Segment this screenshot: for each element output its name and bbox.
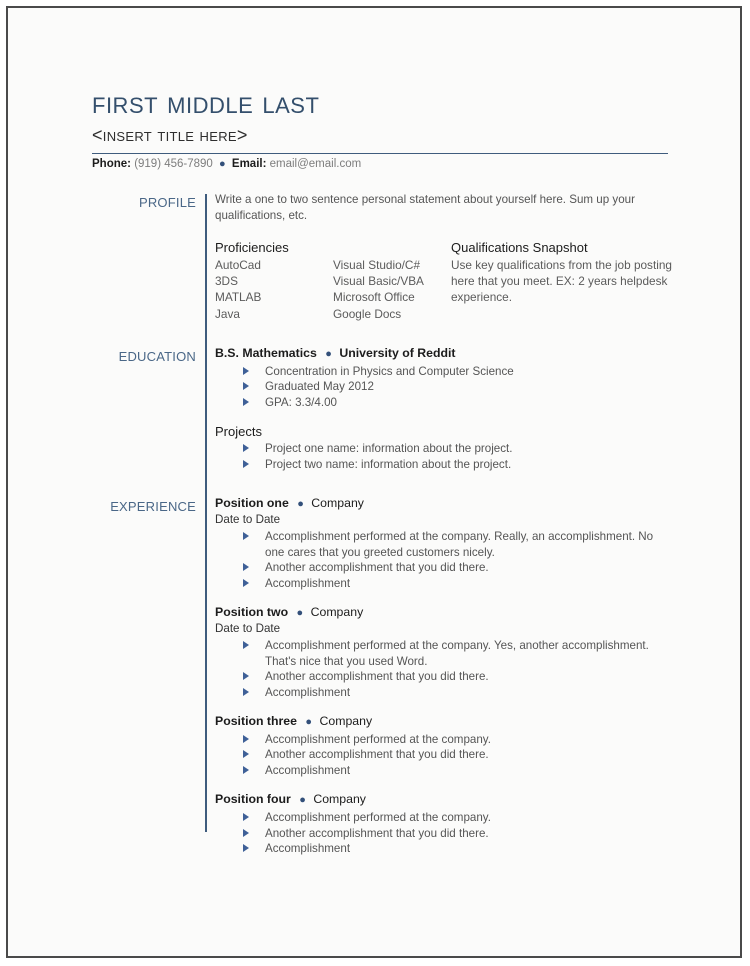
profile-summary: Write a one to two sentence personal statement about yourself here. Sum up your qualifications, etc.	[215, 193, 635, 223]
list-item	[243, 395, 672, 411]
proficiencies-block	[215, 240, 672, 322]
list-item	[243, 763, 672, 779]
section-label-experience: experience	[110, 495, 196, 517]
list-item-text: Project two name: information about the project.	[265, 457, 512, 471]
proficiency-item: Google Docs	[333, 306, 402, 321]
list-item-text: Accomplishment	[265, 842, 351, 856]
entry-separator-icon: ●	[297, 498, 304, 511]
section-experience	[92, 496, 672, 857]
section-body-experience	[205, 496, 672, 857]
list-item	[243, 441, 672, 457]
accomplishment-list	[215, 810, 672, 857]
qualifications-text: Use key qualifications from the job posting here that you meet. EX: 2 years helpdesk experience.	[451, 257, 672, 305]
experience-entry-head	[215, 714, 672, 730]
company-name: Company	[310, 605, 364, 620]
experience-entry-head	[215, 605, 672, 621]
triangle-bullet-icon	[243, 813, 249, 821]
contact-line	[92, 158, 672, 170]
proficiencies-column-one	[215, 240, 333, 322]
position-title: Position one	[215, 496, 289, 511]
candidate-name: first middle last	[92, 85, 320, 120]
list-item-text: Concentration in Physics and Computer Science	[265, 364, 514, 378]
proficiency-item: Visual Basic/VBA	[333, 274, 424, 289]
resume-header	[92, 86, 672, 170]
triangle-bullet-icon	[243, 672, 249, 680]
proficiencies-heading: Proficiencies	[215, 239, 289, 255]
triangle-bullet-icon	[243, 579, 249, 587]
list-item-text: Another accomplishment that you did there.	[265, 670, 489, 684]
list-item	[243, 685, 672, 701]
projects-bullet-list	[215, 441, 672, 472]
list-item-text: Accomplishment performed at the company.	[265, 732, 491, 746]
list-item	[243, 529, 672, 560]
projects-block	[215, 424, 672, 472]
projects-heading: Projects	[215, 424, 262, 440]
qualifications-heading: Qualifications Snapshot	[451, 239, 588, 255]
experience-entry	[215, 605, 672, 700]
list-item	[243, 826, 672, 842]
triangle-bullet-icon	[243, 829, 249, 837]
email-value: email@email.com	[269, 158, 362, 171]
entry-separator-icon: ●	[305, 716, 313, 729]
list-item-text: Accomplishment performed at the company. Really, an accomplishment. No one cares that you greeted customers nicely.	[265, 530, 654, 559]
triangle-bullet-icon	[243, 844, 249, 852]
school-name: University of Reddit	[339, 345, 456, 360]
list-item	[243, 560, 672, 576]
section-profile	[92, 192, 672, 321]
phone-label: Phone:	[92, 158, 131, 171]
entry-separator-icon: ●	[299, 794, 306, 807]
phone-value: (919) 456-7890	[134, 158, 213, 171]
experience-entry	[215, 792, 672, 856]
header-divider	[92, 153, 668, 154]
triangle-bullet-icon	[243, 735, 249, 743]
triangle-bullet-icon	[243, 398, 249, 406]
list-item-text: Accomplishment performed at the company.	[265, 811, 491, 825]
employment-dates: Date to Date	[215, 621, 281, 635]
section-label-education: education	[118, 344, 196, 366]
experience-entry	[215, 714, 672, 778]
section-label-profile: profile	[138, 191, 196, 213]
triangle-bullet-icon	[243, 532, 249, 540]
list-item	[243, 841, 672, 857]
list-item-text: Another accomplishment that you did there.	[265, 748, 489, 762]
qualifications-snapshot	[451, 240, 672, 306]
list-item	[243, 364, 672, 380]
proficiency-item: Java	[215, 306, 240, 321]
degree-name: B.S. Mathematics	[215, 345, 317, 360]
list-item-text: Accomplishment	[265, 576, 351, 590]
section-body-education	[205, 346, 672, 472]
list-item-text: Accomplishment	[265, 685, 351, 699]
position-title: Position three	[215, 714, 297, 729]
entry-separator-icon: ●	[325, 347, 332, 360]
triangle-bullet-icon	[243, 382, 249, 390]
list-item	[243, 638, 672, 669]
job-title: <insert title here>	[92, 125, 248, 146]
proficiency-item: Microsoft Office	[333, 290, 415, 305]
list-item	[243, 379, 672, 395]
employment-dates: Date to Date	[215, 512, 281, 526]
proficiency-item: 3DS	[215, 274, 238, 289]
section-education	[92, 346, 672, 472]
education-bullet-list	[215, 364, 672, 411]
list-item-text: Accomplishment performed at the company. Yes, another accomplishment. That's nice that you used Word.	[265, 638, 649, 668]
entry-separator-icon: ●	[296, 607, 304, 620]
list-item-text: Accomplishment	[265, 763, 351, 777]
contact-separator-icon: ●	[219, 158, 226, 171]
list-item	[243, 747, 672, 763]
list-item-text: Graduated May 2012	[265, 380, 374, 394]
triangle-bullet-icon	[243, 444, 249, 452]
list-item-text: Another accomplishment that you did there.	[265, 826, 489, 840]
experience-entry-head	[215, 496, 672, 512]
experience-entry-head	[215, 792, 672, 808]
list-item	[243, 732, 672, 748]
list-item-text: GPA: 3.3/4.00	[265, 395, 337, 409]
list-item	[243, 576, 672, 592]
triangle-bullet-icon	[243, 766, 249, 774]
list-item	[243, 810, 672, 826]
resume-page	[6, 6, 742, 958]
triangle-bullet-icon	[243, 750, 249, 758]
accomplishment-list	[215, 529, 672, 591]
triangle-bullet-icon	[243, 688, 249, 696]
company-name: Company	[311, 496, 364, 511]
section-vertical-divider	[205, 194, 207, 832]
accomplishment-list	[215, 732, 672, 779]
accomplishment-list	[215, 638, 672, 700]
proficiency-item: Visual Studio/C#	[333, 257, 421, 272]
position-title: Position four	[215, 792, 291, 807]
section-body-profile	[205, 192, 672, 321]
triangle-bullet-icon	[243, 563, 249, 571]
triangle-bullet-icon	[243, 460, 249, 468]
proficiencies-column-two	[333, 240, 451, 322]
position-title: Position two	[215, 605, 289, 620]
list-item-text: Project one name: information about the project.	[265, 442, 513, 456]
proficiency-item: AutoCad	[215, 257, 261, 272]
company-name: Company	[313, 792, 366, 807]
email-label: Email:	[231, 158, 267, 171]
proficiency-item: MATLAB	[215, 290, 262, 305]
resume-content	[92, 86, 672, 857]
list-item	[243, 457, 672, 473]
experience-entry	[215, 496, 672, 591]
company-name: Company	[319, 714, 373, 729]
education-entry-head	[215, 346, 672, 362]
triangle-bullet-icon	[243, 367, 249, 375]
list-item-text: Another accomplishment that you did there.	[265, 561, 489, 575]
list-item	[243, 669, 672, 685]
triangle-bullet-icon	[243, 641, 249, 649]
resume-sections	[92, 192, 672, 856]
